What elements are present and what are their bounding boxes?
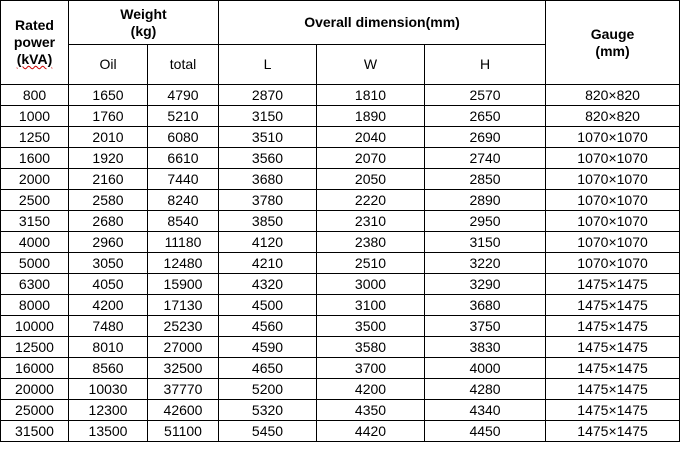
rated-power-line1: Rated [15, 17, 54, 33]
gauge-cell: 1475×1475 [546, 400, 680, 421]
rated-power-cell: 1600 [1, 148, 69, 169]
oil-weight-cell: 3050 [69, 253, 148, 274]
rated-power-cell: 2500 [1, 190, 69, 211]
oil-weight-cell: 2680 [69, 211, 148, 232]
table-row [1, 106, 680, 127]
length-cell: 5200 [219, 379, 317, 400]
oil-weight-cell: 4200 [69, 295, 148, 316]
total-weight-cell: 32500 [148, 358, 219, 379]
width-cell: 2380 [317, 232, 425, 253]
gauge-label: Gauge [590, 25, 635, 42]
height-cell: 2950 [425, 211, 546, 232]
rated-power-cell: 16000 [1, 358, 69, 379]
total-weight-cell: 37770 [148, 379, 219, 400]
length-cell: 2870 [219, 85, 317, 106]
table-row [1, 295, 680, 316]
gauge-cell: 820×820 [546, 106, 680, 127]
total-weight-cell: 51100 [148, 421, 219, 442]
gauge-cell: 1475×1475 [546, 421, 680, 442]
width-cell: 3700 [317, 358, 425, 379]
gauge-cell: 1475×1475 [546, 358, 680, 379]
total-weight-cell: 17130 [148, 295, 219, 316]
rated-power-cell: 25000 [1, 400, 69, 421]
gauge-cell: 1475×1475 [546, 337, 680, 358]
table-row [1, 421, 680, 442]
rated-power-cell: 800 [1, 85, 69, 106]
table-row [1, 358, 680, 379]
length-cell: 3780 [219, 190, 317, 211]
oil-weight-cell: 2960 [69, 232, 148, 253]
width-cell: 2510 [317, 253, 425, 274]
total-weight-cell: 15900 [148, 274, 219, 295]
width-cell: 4200 [317, 379, 425, 400]
oil-weight-cell: 1760 [69, 106, 148, 127]
width-cell: 3000 [317, 274, 425, 295]
table-row [1, 400, 680, 421]
gauge-cell: 1070×1070 [546, 253, 680, 274]
table-row [1, 85, 680, 106]
width-cell: 3580 [317, 337, 425, 358]
width-header: W [317, 45, 425, 85]
oil-weight-cell: 8560 [69, 358, 148, 379]
total-weight-cell: 25230 [148, 316, 219, 337]
table-row [1, 274, 680, 295]
gauge-cell: 1070×1070 [546, 127, 680, 148]
total-weight-cell: 11180 [148, 232, 219, 253]
height-cell: 4340 [425, 400, 546, 421]
gauge-unit: (mm) [595, 42, 630, 59]
total-weight-cell: 5210 [148, 106, 219, 127]
height-cell: 2890 [425, 190, 546, 211]
width-cell: 2040 [317, 127, 425, 148]
weight-label: Weight [120, 5, 167, 22]
rated-power-cell: 6300 [1, 274, 69, 295]
height-cell: 2570 [425, 85, 546, 106]
oil-weight-cell: 12300 [69, 400, 148, 421]
gauge-cell: 1475×1475 [546, 274, 680, 295]
width-cell: 1890 [317, 106, 425, 127]
total-weight-cell: 6080 [148, 127, 219, 148]
height-cell: 3680 [425, 295, 546, 316]
gauge-cell: 1070×1070 [546, 211, 680, 232]
width-cell: 3500 [317, 316, 425, 337]
oil-weight-cell: 13500 [69, 421, 148, 442]
rated-power-cell: 2000 [1, 169, 69, 190]
length-cell: 5320 [219, 400, 317, 421]
oil-header: Oil [69, 45, 148, 85]
width-cell: 2310 [317, 211, 425, 232]
width-cell: 4350 [317, 400, 425, 421]
oil-weight-cell: 2010 [69, 127, 148, 148]
table-row [1, 379, 680, 400]
width-cell: 2070 [317, 148, 425, 169]
table-row [1, 253, 680, 274]
rated-power-cell: 8000 [1, 295, 69, 316]
width-cell: 2050 [317, 169, 425, 190]
length-cell: 4320 [219, 274, 317, 295]
rated-power-cell: 10000 [1, 316, 69, 337]
rated-power-cell: 31500 [1, 421, 69, 442]
width-cell: 3100 [317, 295, 425, 316]
table-row [1, 211, 680, 232]
total-weight-cell: 4790 [148, 85, 219, 106]
total-weight-cell: 7440 [148, 169, 219, 190]
table-header [1, 1, 680, 85]
height-cell: 4450 [425, 421, 546, 442]
total-weight-cell: 8540 [148, 211, 219, 232]
length-header: L [219, 45, 317, 85]
width-cell: 4420 [317, 421, 425, 442]
total-weight-cell: 42600 [148, 400, 219, 421]
oil-weight-cell: 2160 [69, 169, 148, 190]
height-cell: 2650 [425, 106, 546, 127]
height-cell: 4000 [425, 358, 546, 379]
table-row [1, 127, 680, 148]
rated-power-cell: 1000 [1, 106, 69, 127]
gauge-cell: 1070×1070 [546, 169, 680, 190]
height-cell: 4280 [425, 379, 546, 400]
total-weight-cell: 6610 [148, 148, 219, 169]
rated-power-cell: 4000 [1, 232, 69, 253]
table-row [1, 169, 680, 190]
width-cell: 2220 [317, 190, 425, 211]
height-cell: 3750 [425, 316, 546, 337]
height-cell: 3290 [425, 274, 546, 295]
table-row [1, 148, 680, 169]
overall-dimension-header: Overall dimension(mm) [219, 1, 546, 45]
rated-power-unit: (kVA) [16, 51, 53, 67]
height-cell: 3150 [425, 232, 546, 253]
oil-weight-cell: 7480 [69, 316, 148, 337]
length-cell: 4560 [219, 316, 317, 337]
height-cell: 3220 [425, 253, 546, 274]
length-cell: 3510 [219, 127, 317, 148]
gauge-cell: 1070×1070 [546, 148, 680, 169]
table-row [1, 190, 680, 211]
length-cell: 4120 [219, 232, 317, 253]
rated-power-cell: 12500 [1, 337, 69, 358]
rated-power-cell: 20000 [1, 379, 69, 400]
length-cell: 3680 [219, 169, 317, 190]
table-row [1, 316, 680, 337]
height-cell: 2850 [425, 169, 546, 190]
length-cell: 4650 [219, 358, 317, 379]
length-cell: 5450 [219, 421, 317, 442]
total-header: total [148, 45, 219, 85]
table-body [1, 85, 680, 442]
total-weight-cell: 12480 [148, 253, 219, 274]
height-cell: 2690 [425, 127, 546, 148]
oil-weight-cell: 1650 [69, 85, 148, 106]
total-weight-cell: 8240 [148, 190, 219, 211]
height-cell: 3830 [425, 337, 546, 358]
rated-power-cell: 3150 [1, 211, 69, 232]
oil-weight-cell: 8010 [69, 337, 148, 358]
total-weight-cell: 27000 [148, 337, 219, 358]
oil-weight-cell: 10030 [69, 379, 148, 400]
width-cell: 1810 [317, 85, 425, 106]
gauge-cell: 1475×1475 [546, 295, 680, 316]
height-cell: 2740 [425, 148, 546, 169]
rated-power-line2: power [13, 34, 56, 50]
weight-header [69, 1, 219, 45]
table-row [1, 232, 680, 253]
gauge-cell: 820×820 [546, 85, 680, 106]
length-cell: 4210 [219, 253, 317, 274]
rated-power-header [1, 1, 69, 85]
oil-weight-cell: 1920 [69, 148, 148, 169]
gauge-header [546, 1, 680, 85]
length-cell: 4500 [219, 295, 317, 316]
height-header: H [425, 45, 546, 85]
rated-power-cell: 5000 [1, 253, 69, 274]
length-cell: 3850 [219, 211, 317, 232]
length-cell: 4590 [219, 337, 317, 358]
rated-power-cell: 1250 [1, 127, 69, 148]
gauge-cell: 1475×1475 [546, 379, 680, 400]
gauge-cell: 1070×1070 [546, 232, 680, 253]
length-cell: 3560 [219, 148, 317, 169]
table-row [1, 337, 680, 358]
gauge-cell: 1070×1070 [546, 190, 680, 211]
weight-unit: (kg) [130, 22, 157, 39]
length-cell: 3150 [219, 106, 317, 127]
oil-weight-cell: 2580 [69, 190, 148, 211]
gauge-cell: 1475×1475 [546, 316, 680, 337]
oil-weight-cell: 4050 [69, 274, 148, 295]
